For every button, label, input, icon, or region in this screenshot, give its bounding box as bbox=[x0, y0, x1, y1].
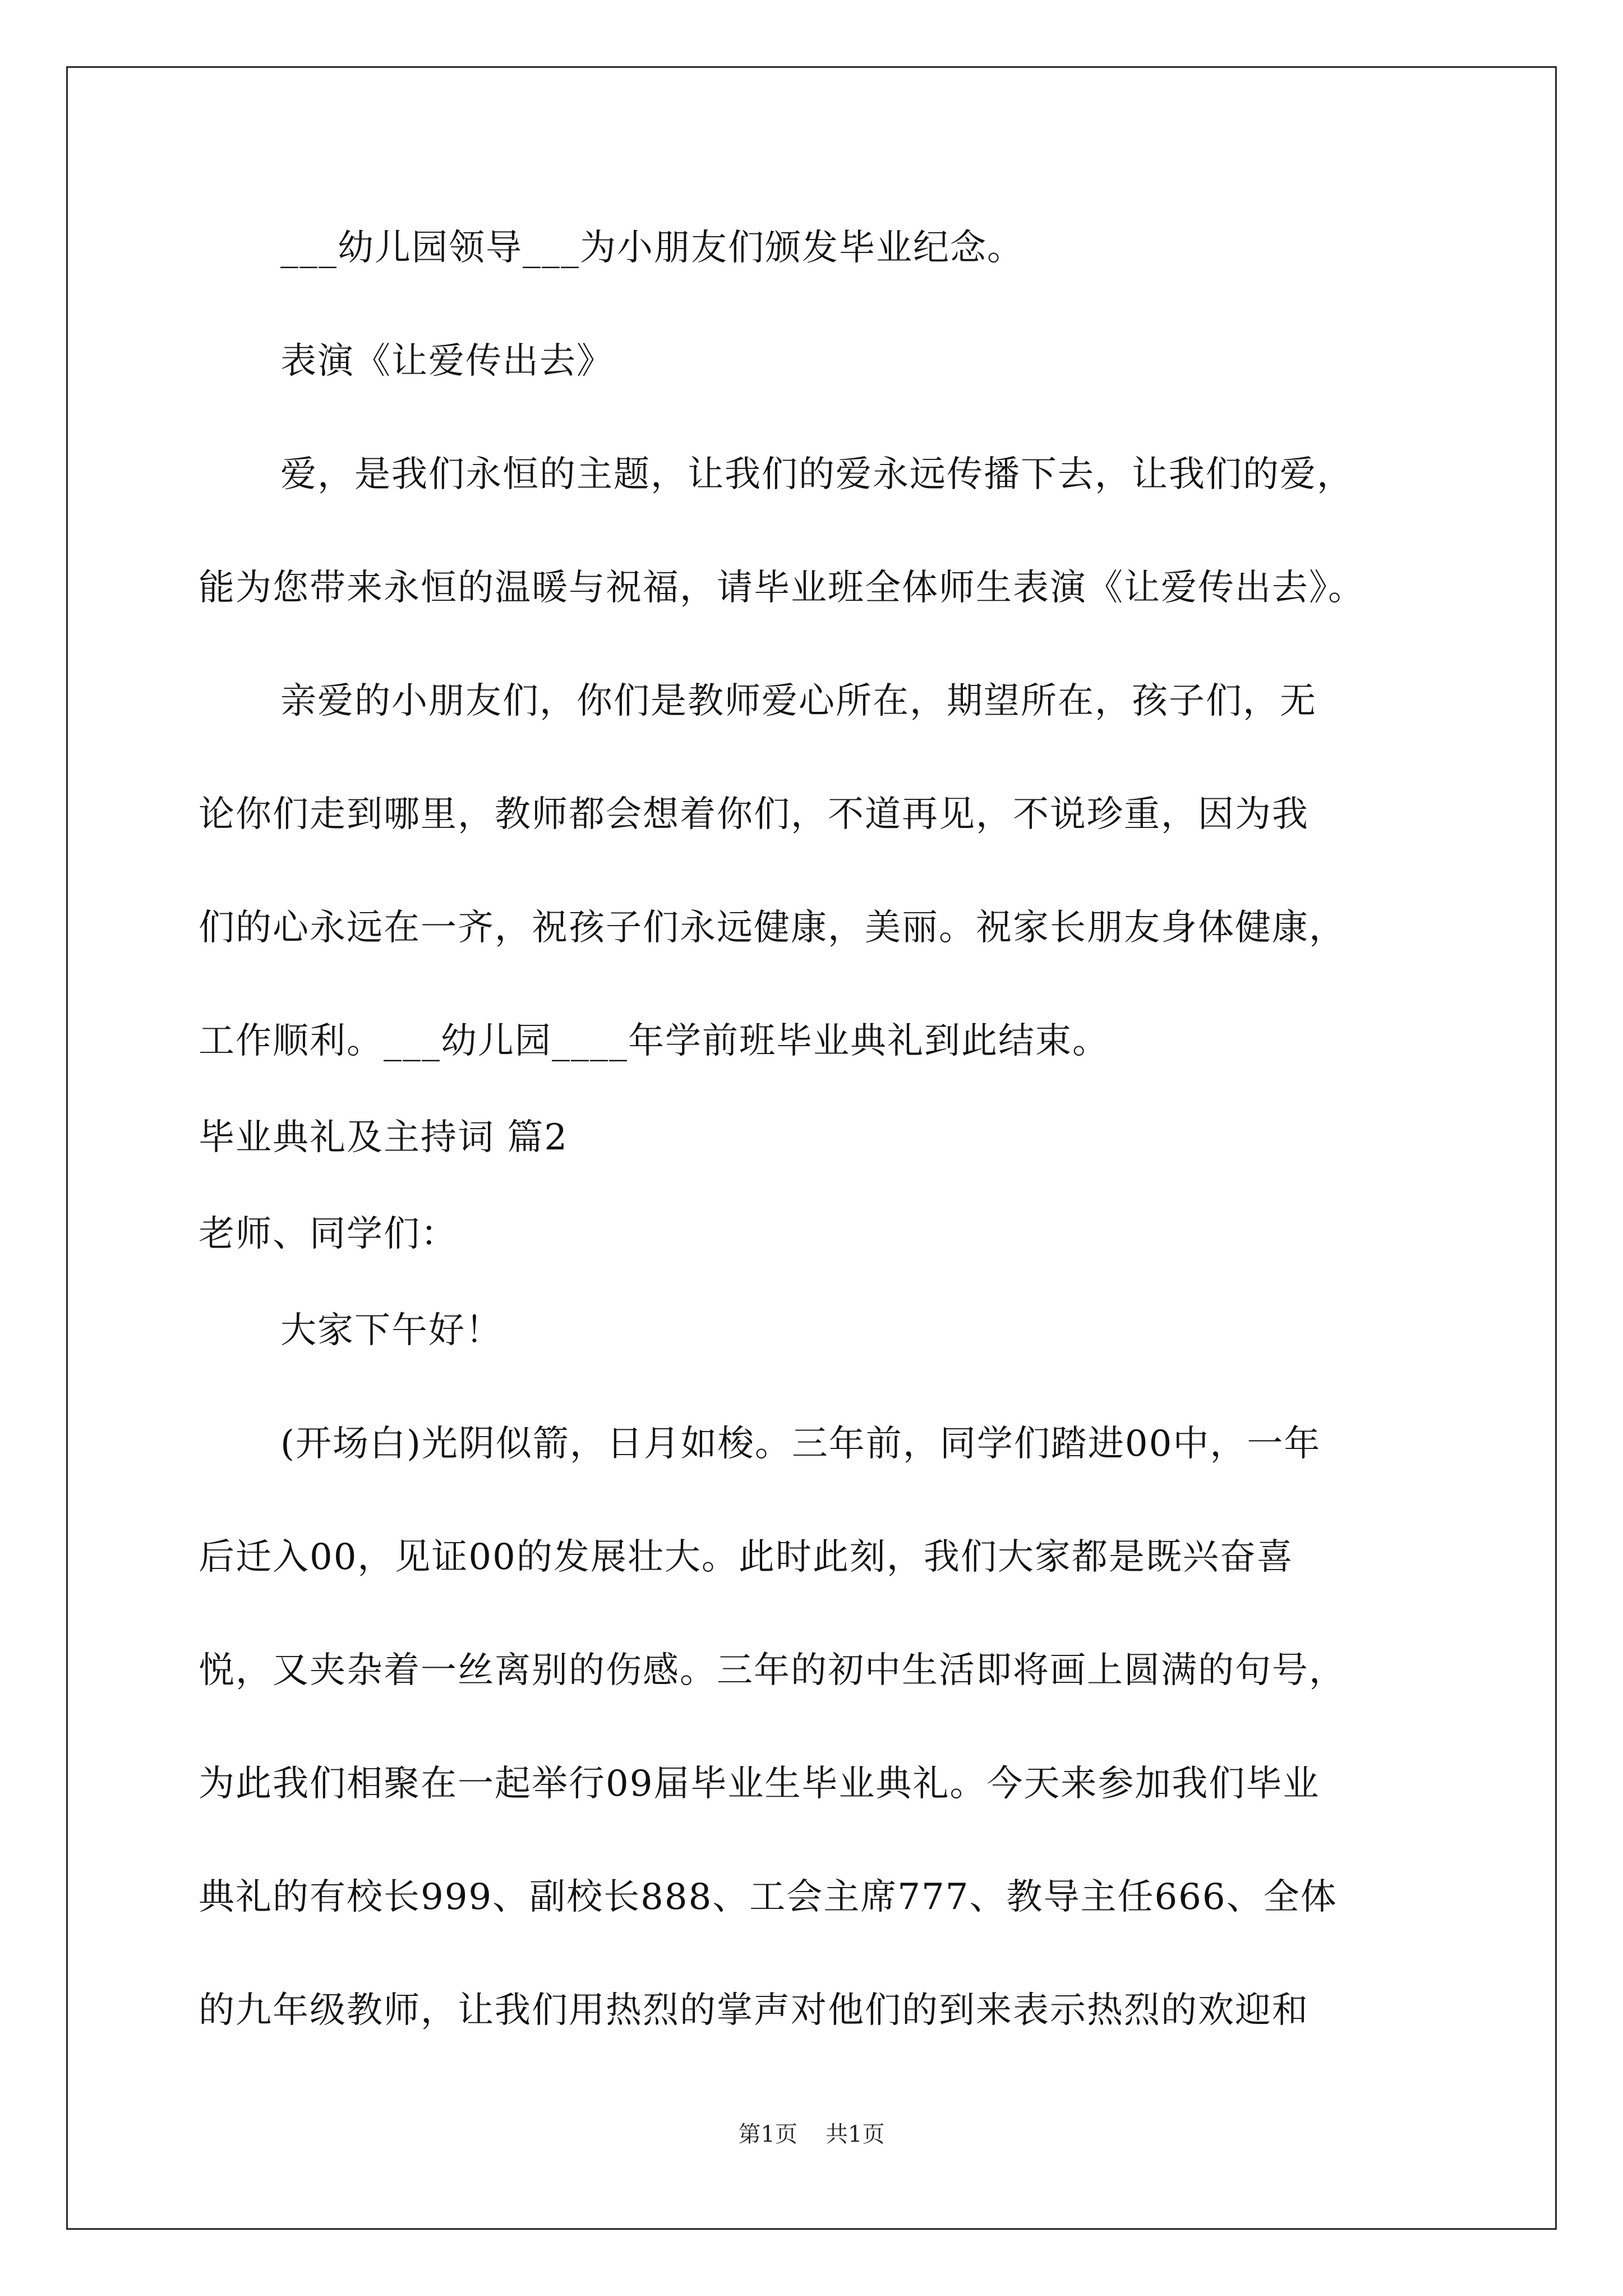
paragraph-line: 们的心永远在一齐，祝孩子们永远健康，美丽。祝家长朋友身体健康， bbox=[199, 907, 1346, 949]
total-pages: 共1页 bbox=[826, 2122, 885, 2147]
paragraph-line: 工作顺利。___幼儿园____年学前班毕业典礼到此结束。 bbox=[199, 1020, 1109, 1062]
section-heading: 毕业典礼及主持词 篇2 bbox=[199, 1117, 569, 1158]
paragraph-line: 爱，是我们永恒的主题，让我们的爱永远传播下去，让我们的爱， bbox=[280, 454, 1354, 495]
paragraph-line: 能为您带来永恒的温暖与祝福，请毕业班全体师生表演《让爱传出去》。 bbox=[199, 567, 1365, 609]
paragraph-line: 亲爱的小朋友们，你们是教师爱心所在，期望所在，孩子们，无 bbox=[280, 680, 1317, 722]
paragraph-line: 典礼的有校长999、副校长888、工会主席777、教导主任666、全体 bbox=[199, 1876, 1338, 1918]
paragraph-line: 大家下午好！ bbox=[280, 1310, 502, 1351]
salutation-line: 老师、同学们： bbox=[199, 1213, 458, 1255]
page-number: 第1页 bbox=[738, 2122, 797, 2147]
paragraph-line: 表演《让爱传出去》 bbox=[280, 341, 614, 382]
paragraph-line: ___幼儿园领导___为小朋友们颁发毕业纪念。 bbox=[280, 227, 1024, 269]
page-footer bbox=[0, 2120, 1623, 2148]
paragraph-line: 悦，又夹杂着一丝离别的伤感。三年的初中生活即将画上圆满的句号， bbox=[199, 1650, 1346, 1691]
paragraph-line: 论你们走到哪里，教师都会想着你们，不道再见，不说珍重，因为我 bbox=[199, 794, 1309, 835]
paragraph-line: 后迁入00，见证00的发展壮大。此时此刻，我们大家都是既兴奋喜 bbox=[199, 1536, 1294, 1578]
paragraph-line: 为此我们相聚在一起举行09届毕业生毕业典礼。今天来参加我们毕业 bbox=[199, 1763, 1320, 1805]
paragraph-line: 的九年级教师，让我们用热烈的掌声对他们的到来表示热烈的欢迎和 bbox=[199, 1990, 1309, 2031]
paragraph-line: (开场白)光阴似箭，日月如梭。三年前，同学们踏进00中，一年 bbox=[280, 1423, 1321, 1465]
